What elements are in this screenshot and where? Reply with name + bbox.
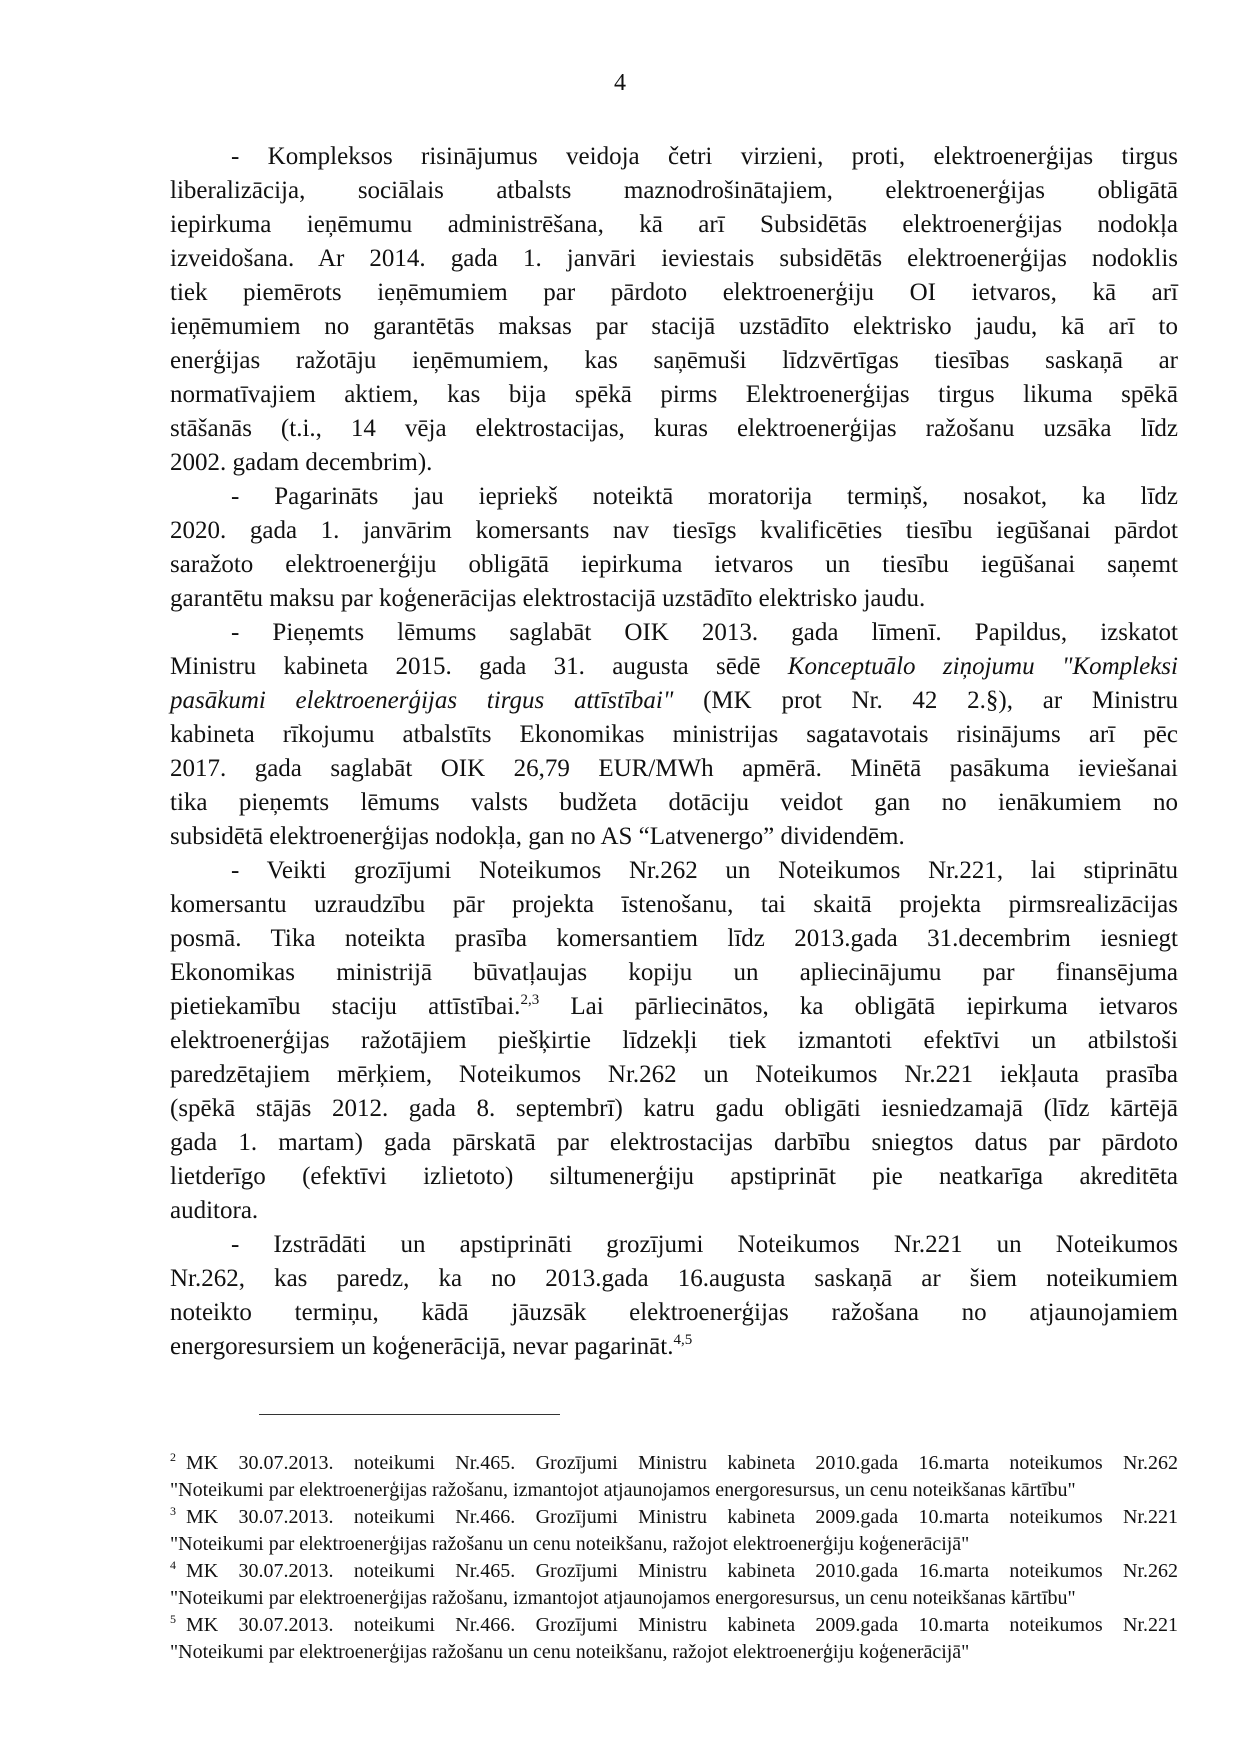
footnote-text: MK 30.07.2013. noteikumi Nr.466. Grozījumi Ministru kabineta 2009.gada 10.marta noteikumos Nr.221 <box>186 1506 1178 1528</box>
text-line <box>170 990 1178 1024</box>
footnote <box>170 1612 1178 1666</box>
text-run: izveidošana. Ar 2014. gada 1. janvāri ieviestais subsidētās elektroenerģijas nodoklis <box>170 245 1178 272</box>
text-run: Lai pārliecinātos, ka obligātā iepirkuma ietvaros <box>539 993 1179 1020</box>
italic-title: Konceptuālo ziņojumu "Kompleksi <box>787 653 1178 680</box>
text-run: (spēkā stājās 2012. gada 8. septembrī) katru gadu obligāti iesniedzamajā (līdz kārtējā <box>170 1095 1178 1122</box>
text-line <box>170 1194 1178 1228</box>
footnotes <box>170 1450 1178 1666</box>
text-line <box>170 582 1178 616</box>
footnote-text: MK 30.07.2013. noteikumi Nr.465. Grozījumi Ministru kabineta 2010.gada 16.marta noteikumos Nr.262 <box>186 1560 1178 1582</box>
text-line <box>170 1262 1178 1296</box>
text-run: - Kompleksos risinājumus veidoja četri virzieni, proti, elektroenerģijas tirgus <box>231 143 1178 170</box>
footnote <box>170 1558 1178 1612</box>
paragraph <box>170 140 1178 480</box>
footnote-title: "Noteikumi par elektroenerģijas ražošanu un cenu noteikšanu, ražojot elektroenerģiju koģenerācijā" <box>170 1533 970 1555</box>
text-run: garantētu maksu par koģenerācijas elektrostacijā uzstādīto elektrisko jaudu. <box>170 585 926 612</box>
text-line <box>170 1160 1178 1194</box>
text-line <box>170 242 1178 276</box>
text-line <box>170 276 1178 310</box>
text-line <box>170 888 1178 922</box>
text-line <box>170 1126 1178 1160</box>
footnote-line <box>170 1504 1178 1531</box>
text-line <box>170 548 1178 582</box>
footnote-text: MK 30.07.2013. noteikumi Nr.465. Grozījumi Ministru kabineta 2010.gada 16.marta noteikumos Nr.262 <box>186 1452 1178 1474</box>
text-run: 2017. gada saglabāt OIK 26,79 EUR/MWh apmērā. Minētā pasākuma ieviešanai <box>170 755 1178 782</box>
footnote-number: 3 <box>170 1504 176 1518</box>
text-run: saražoto elektroenerģiju obligātā iepirkuma ietvaros un tiesību iegūšanai saņemt <box>170 551 1178 578</box>
footnote-reference: 4,5 <box>673 1332 693 1348</box>
text-run: gada 1. martam) gada pārskatā par elektrostacijas darbību sniegtos datus par pārdoto <box>170 1129 1178 1156</box>
text-run: auditora. <box>170 1197 259 1224</box>
text-line <box>170 684 1178 718</box>
text-run: kabineta rīkojumu atbalstīts Ekonomikas ministrijas sagatavotais risinājums arī pēc <box>170 721 1178 748</box>
text-line <box>170 208 1178 242</box>
footnote-line <box>170 1450 1178 1477</box>
text-line <box>170 1296 1178 1330</box>
text-line <box>170 1024 1178 1058</box>
text-line <box>170 1092 1178 1126</box>
text-line <box>170 446 1178 480</box>
text-line <box>170 752 1178 786</box>
text-run: - Pieņemts lēmums saglabāt OIK 2013. gada līmenī. Papildus, izskatot <box>231 619 1178 646</box>
text-line <box>170 480 1178 514</box>
text-line <box>170 820 1178 854</box>
footnote-reference: 2,3 <box>520 992 540 1008</box>
text-run: subsidētā elektroenerģijas nodokļa, gan no AS “Latvenergo” dividendēm. <box>170 823 905 850</box>
text-run: posmā. Tika noteikta prasība komersantiem līdz 2013.gada 31.decembrim iesniegt <box>170 925 1178 952</box>
footnote-line <box>170 1612 1178 1639</box>
footnote <box>170 1450 1178 1504</box>
text-line <box>170 922 1178 956</box>
text-run: liberalizācija, sociālais atbalsts maznodrošinātajiem, elektroenerģijas obligātā <box>170 177 1178 204</box>
page-number: 4 <box>614 70 626 96</box>
text-run: 2002. gadam decembrim). <box>170 449 433 476</box>
paragraph <box>170 616 1178 854</box>
text-run: lietderīgo (efektīvi izlietoto) siltumenerģiju apstiprināt pie neatkarīga akreditēta <box>170 1163 1178 1190</box>
text-run: ieņēmumiem no garantētās maksas par stacijā uzstādīto elektrisko jaudu, kā arī to <box>170 313 1178 340</box>
text-run: iepirkuma ieņēmumu administrēšana, kā arī Subsidētās elektroenerģijas nodokļa <box>170 211 1178 238</box>
text-run: - Veikti grozījumi Noteikumos Nr.262 un Noteikumos Nr.221, lai stiprinātu <box>231 857 1178 884</box>
text-line <box>170 1330 1178 1364</box>
paragraph <box>170 1228 1178 1364</box>
text-line <box>170 514 1178 548</box>
paragraph <box>170 480 1178 616</box>
text-line <box>170 616 1178 650</box>
text-run: noteikto termiņu, kādā jāuzsāk elektroenerģijas ražošana no atjaunojamiem <box>170 1299 1178 1326</box>
text-line <box>170 854 1178 888</box>
text-line <box>170 140 1178 174</box>
footnote-title: "Noteikumi par elektroenerģijas ražošanu, izmantojot atjaunojamos energoresursus, un cenu noteikšanas kārtību" <box>170 1587 1076 1609</box>
text-run: elektroenerģijas ražotājiem piešķirtie līdzekļi tiek izmantoti efektīvi un atbilstoši <box>170 1027 1178 1054</box>
text-run: energoresursiem un koģenerācijā, nevar pagarināt. <box>170 1333 674 1360</box>
text-line <box>170 174 1178 208</box>
text-run: enerģijas ražotāju ieņēmumiem, kas saņēmuši līdzvērtīgas tiesības saskaņā ar <box>170 347 1178 374</box>
text-line <box>170 412 1178 446</box>
text-line <box>170 786 1178 820</box>
text-run: - Izstrādāti un apstiprināti grozījumi Noteikumos Nr.221 un Noteikumos <box>231 1231 1178 1258</box>
text-run: Ministru kabineta 2015. gada 31. augusta sēdē <box>170 653 788 680</box>
text-run: Ekonomikas ministrijā būvatļaujas kopiju un apliecinājumu par finansējuma <box>170 959 1178 986</box>
footnote-line <box>170 1558 1178 1585</box>
text-line <box>170 1058 1178 1092</box>
text-run: 2020. gada 1. janvārim komersants nav tiesīgs kvalificēties tiesību iegūšanai pārdot <box>170 517 1178 544</box>
text-run: (MK prot Nr. 42 2.§), ar Ministru <box>673 687 1178 714</box>
text-run: komersantu uzraudzību pār projekta īstenošanu, tai skaitā projekta pirmsrealizācijas <box>170 891 1178 918</box>
text-run: stāšanās (t.i., 14 vēja elektrostacijas, kuras elektroenerģijas ražošanu uzsāka līdz <box>170 415 1178 442</box>
paragraph <box>170 854 1178 1228</box>
footnote <box>170 1504 1178 1558</box>
text-run: tika pieņemts lēmums valsts budžeta dotāciju veidot gan no ienākumiem no <box>170 789 1178 816</box>
footnote-number: 2 <box>170 1450 176 1464</box>
footnote-separator <box>259 1414 560 1415</box>
text-line <box>170 650 1178 684</box>
footnote-number: 5 <box>170 1612 176 1626</box>
text-line <box>170 956 1178 990</box>
text-run: tiek piemērots ieņēmumiem par pārdoto elektroenerģiju OI ietvaros, kā arī <box>170 279 1178 306</box>
footnote-title: "Noteikumi par elektroenerģijas ražošanu un cenu noteikšanu, ražojot elektroenerģiju koģenerācijā" <box>170 1641 970 1663</box>
text-line <box>170 1228 1178 1262</box>
footnote-title: "Noteikumi par elektroenerģijas ražošanu, izmantojot atjaunojamos energoresursus, un cenu noteikšanas kārtību" <box>170 1479 1076 1501</box>
text-line <box>170 378 1178 412</box>
italic-title: pasākumi elektroenerģijas tirgus attīstībai" <box>170 687 674 714</box>
body-text <box>170 140 1178 1364</box>
text-line <box>170 344 1178 378</box>
text-run: pietiekamību staciju attīstībai. <box>170 993 521 1020</box>
text-line <box>170 718 1178 752</box>
text-run: Nr.262, kas paredz, ka no 2013.gada 16.augusta saskaņā ar šiem noteikumiem <box>170 1265 1178 1292</box>
text-line <box>170 310 1178 344</box>
text-run: - Pagarināts jau iepriekš noteiktā moratorija termiņš, nosakot, ka līdz <box>231 483 1178 510</box>
footnote-number: 4 <box>170 1558 176 1572</box>
text-run: paredzētajiem mērķiem, Noteikumos Nr.262 un Noteikumos Nr.221 iekļauta prasība <box>170 1061 1178 1088</box>
text-run: normatīvajiem aktiem, kas bija spēkā pirms Elektroenerģijas tirgus likuma spēkā <box>170 381 1178 408</box>
footnote-text: MK 30.07.2013. noteikumi Nr.466. Grozījumi Ministru kabineta 2009.gada 10.marta noteikumos Nr.221 <box>186 1614 1178 1636</box>
